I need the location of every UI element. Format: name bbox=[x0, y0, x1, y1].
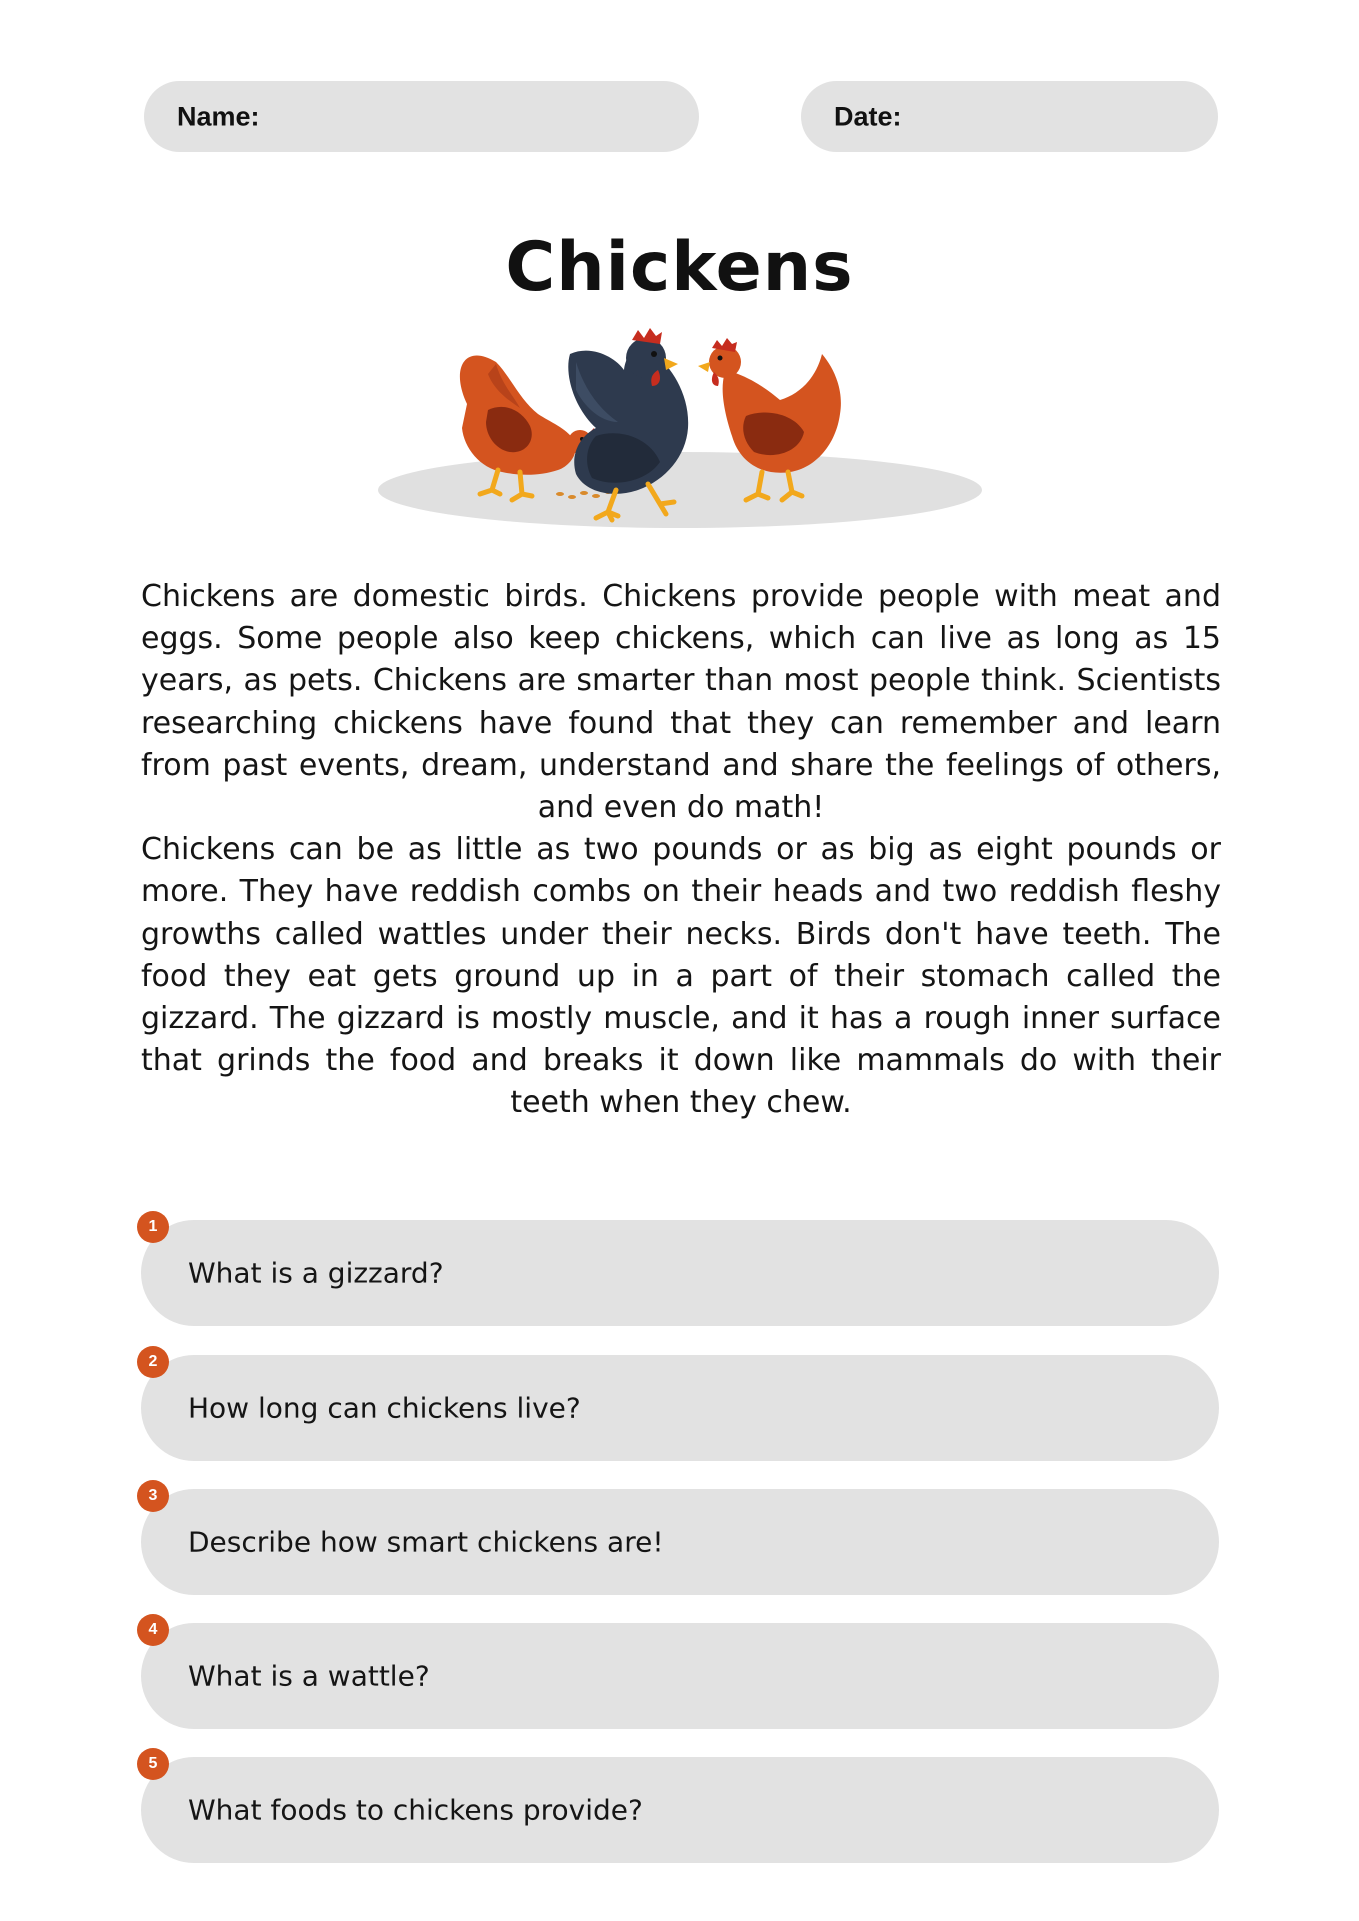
page-title: Chickens bbox=[505, 228, 854, 307]
question-text: What foods to chickens provide? bbox=[188, 1793, 643, 1827]
question-text: What is a gizzard? bbox=[188, 1256, 444, 1290]
reading-passage bbox=[141, 576, 1221, 1125]
date-label: Date: bbox=[834, 101, 902, 131]
name-field[interactable] bbox=[144, 81, 699, 152]
question-2-answer-field[interactable] bbox=[141, 1355, 1219, 1461]
passage-paragraph: Chickens can be as little as two pounds or as big as eight pounds or more. They have reddish combs on their heads and two reddish fleshy growths called wattles under their necks. Birds don't have teeth. The food they eat gets ground up in a part of their stomach called the gizzard. The gizzard is mostly muscle, and it has a rough inner surface that grinds the food and breaks it down like mammals do with their teeth when they chew. bbox=[141, 832, 1221, 1121]
date-field[interactable] bbox=[801, 81, 1218, 152]
question-3-answer-field[interactable] bbox=[141, 1489, 1219, 1595]
question-4-answer-field[interactable] bbox=[141, 1623, 1219, 1729]
question-text: Describe how smart chickens are! bbox=[188, 1525, 664, 1559]
passage-paragraph: Chickens are domestic birds. Chickens provide people with meat and eggs. Some people also keep chickens, which can live as long as 15 years, as pets. Chickens are smarter than most people think. Scientists researching chickens have found that they can remember and learn from past events, dream, understand and share the feelings of others, and even do math! bbox=[141, 579, 1221, 826]
question-text: How long can chickens live? bbox=[188, 1391, 581, 1425]
question-text: What is a wattle? bbox=[188, 1659, 430, 1693]
question-number-badge: 3 bbox=[137, 1480, 169, 1512]
question-number-badge: 5 bbox=[137, 1748, 169, 1780]
question-number-badge: 1 bbox=[137, 1211, 169, 1243]
question-1-answer-field[interactable] bbox=[141, 1220, 1219, 1326]
chickens-illustration bbox=[370, 318, 990, 533]
question-number-badge: 2 bbox=[137, 1346, 169, 1378]
name-label: Name: bbox=[177, 101, 260, 131]
ground-shadow bbox=[378, 452, 982, 528]
question-5-answer-field[interactable] bbox=[141, 1757, 1219, 1863]
question-number-badge: 4 bbox=[137, 1614, 169, 1646]
